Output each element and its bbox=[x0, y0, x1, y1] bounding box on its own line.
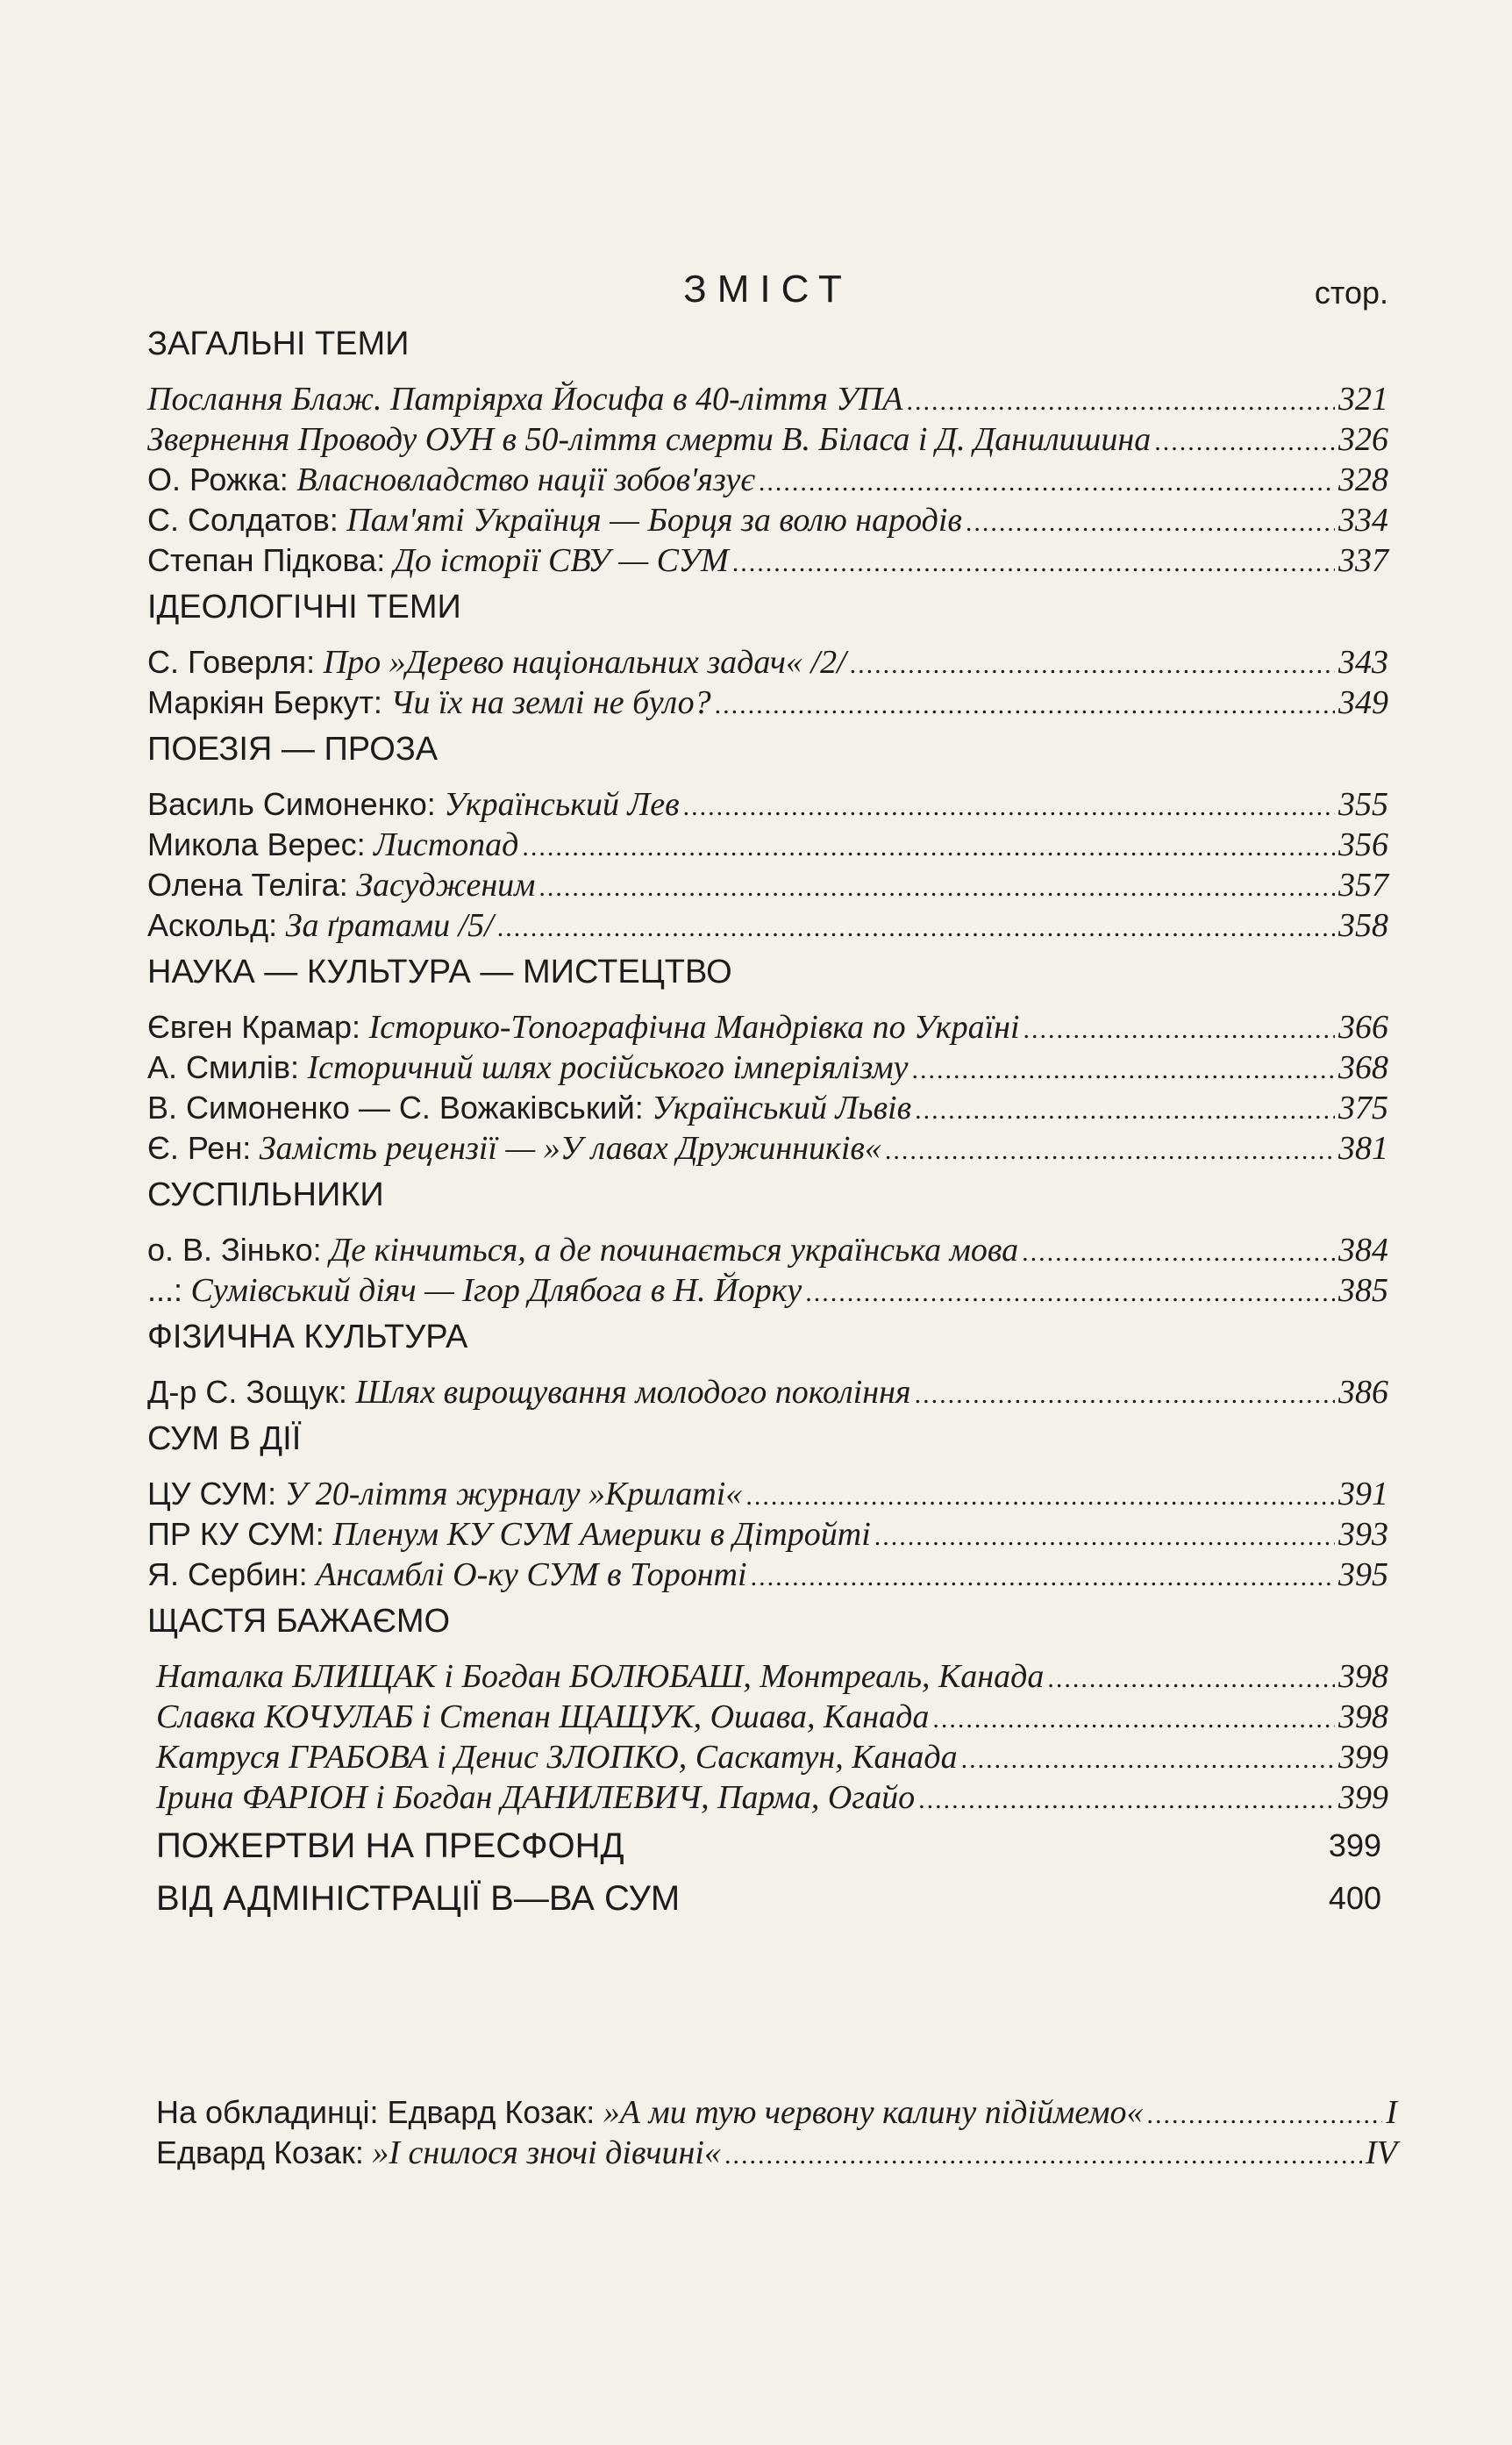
entry-author: А. Смилів: bbox=[147, 1049, 300, 1085]
dot-leader bbox=[912, 1050, 1336, 1090]
entry-page: 358 bbox=[1338, 907, 1388, 944]
entry-title: Де кінчиться, а де починається українська мова bbox=[330, 1232, 1019, 1269]
entry-page: 386 bbox=[1338, 1374, 1388, 1411]
toc-entry[interactable] bbox=[147, 905, 1388, 946]
toc-entry[interactable] bbox=[147, 460, 1388, 500]
entry-author: Маркіян Беркут: bbox=[147, 684, 382, 720]
entry-page: 368 bbox=[1338, 1049, 1388, 1086]
entry-author: Євген Крамар: bbox=[147, 1009, 361, 1045]
dot-leader bbox=[759, 462, 1335, 503]
entry-title: Ірина ФАРІОН і Богдан ДАНИЛЕВИЧ, Парма, Огайо bbox=[156, 1779, 916, 1816]
section-heading: ІДЕОЛОГІЧНІ ТЕМИ bbox=[147, 589, 461, 626]
toc-entry[interactable] bbox=[147, 1514, 1388, 1555]
toc-entry[interactable] bbox=[156, 1697, 1388, 1737]
toc-entry[interactable] bbox=[147, 1270, 1388, 1311]
entry-page: 334 bbox=[1338, 502, 1388, 539]
header-row bbox=[147, 268, 1388, 320]
toc-entry[interactable] bbox=[156, 1777, 1388, 1818]
entry-page: 355 bbox=[1338, 786, 1388, 823]
entry-page: 399 bbox=[1338, 1779, 1388, 1816]
toc-entry[interactable] bbox=[147, 683, 1388, 723]
entry-page: 393 bbox=[1338, 1516, 1388, 1553]
toc-entry[interactable] bbox=[147, 540, 1388, 581]
entry-author: Д-р С. Зощук: bbox=[147, 1374, 347, 1410]
entry-title: Пам'яті Українця — Борця за волю народів bbox=[346, 502, 962, 539]
toc-entry[interactable] bbox=[147, 1088, 1388, 1128]
entry-title: Славка КОЧУЛАБ і Степан ЩАЩУК, Ошава, Канада bbox=[156, 1698, 930, 1735]
entry-page: 391 bbox=[1338, 1476, 1388, 1512]
entry-page: 399 bbox=[1328, 1827, 1381, 1863]
entry-title: Власновладство нації зобов'язує bbox=[296, 461, 755, 498]
entry-title: Пленум КУ СУМ Америки в Дітройті bbox=[332, 1516, 871, 1553]
entry-title: Послання Блаж. Патріярха Йосифа в 40-ліття УПА bbox=[147, 381, 903, 418]
toc-entry[interactable] bbox=[147, 784, 1388, 825]
entry-author: ...: bbox=[147, 1272, 183, 1308]
toc-entry[interactable] bbox=[147, 1047, 1388, 1088]
section-heading: ЗАГАЛЬНІ ТЕМИ bbox=[147, 325, 410, 362]
entry-page: 385 bbox=[1338, 1272, 1388, 1309]
toc-entry[interactable] bbox=[147, 865, 1388, 905]
dot-leader bbox=[1047, 1659, 1335, 1699]
entry-author: Олена Теліга: bbox=[147, 867, 348, 903]
entry-page: 398 bbox=[1338, 1698, 1388, 1735]
entry-page: 343 bbox=[1338, 644, 1388, 681]
entry-page: 326 bbox=[1338, 421, 1388, 458]
entry-page: 366 bbox=[1338, 1009, 1388, 1046]
section-heading: ЩАСТЯ БАЖАЄМО bbox=[147, 1603, 451, 1640]
entry-author: Едвард Козак: bbox=[156, 2134, 364, 2170]
entry-page: 400 bbox=[1328, 1880, 1381, 1916]
section-heading: НАУКА — КУЛЬТУРА — МИСТЕЦТВО bbox=[147, 954, 732, 990]
entry-title: ВІД АДМІНІСТРАЦІЇ В—ВА СУМ bbox=[156, 1879, 681, 1918]
entry-title: До історії СВУ — СУМ bbox=[393, 542, 729, 579]
dot-leader bbox=[724, 2135, 1362, 2176]
entry-page: IV bbox=[1366, 2134, 1397, 2171]
dot-leader bbox=[683, 787, 1335, 827]
page-title: ЗМІСТ bbox=[683, 268, 852, 311]
toc-entry[interactable] bbox=[147, 642, 1388, 683]
entry-title: ПОЖЕРТВИ НА ПРЕСФОНД bbox=[156, 1827, 624, 1865]
entry-title: Засудженим bbox=[356, 867, 536, 904]
entry-author: ПР КУ СУМ: bbox=[147, 1516, 325, 1552]
toc-entry[interactable] bbox=[147, 1007, 1388, 1047]
entry-author: Микола Верес: bbox=[147, 826, 366, 862]
cover-notes bbox=[156, 2092, 1397, 2173]
entry-author: ЦУ СУМ: bbox=[147, 1476, 277, 1512]
entry-page: I bbox=[1386, 2094, 1397, 2131]
entry-page: 399 bbox=[1338, 1739, 1388, 1776]
entry-title: Наталка БЛИЩАК і Богдан БОЛЮБАШ, Монтреаль, Канада bbox=[156, 1658, 1045, 1695]
entry-title: Шлях вирощування молодого покоління bbox=[355, 1374, 911, 1411]
entry-author: Аскольд: bbox=[147, 907, 278, 943]
dot-leader bbox=[918, 1780, 1335, 1820]
toc-entry[interactable] bbox=[147, 825, 1388, 865]
dot-leader bbox=[915, 1090, 1335, 1131]
entry-title: Чи їх на землі не було? bbox=[390, 684, 711, 721]
section-heading: ПОЕЗІЯ — ПРОЗА bbox=[147, 731, 439, 768]
entry-page: 356 bbox=[1338, 826, 1388, 863]
dot-leader bbox=[874, 1517, 1335, 1557]
entry-page: 321 bbox=[1338, 381, 1388, 418]
entry-author: С. Солдатов: bbox=[147, 502, 339, 538]
entry-title: Замість рецензії — »У лавах Дружинників« bbox=[259, 1130, 881, 1167]
entry-title: Ансамблі О-ку СУМ в Торонті bbox=[316, 1556, 747, 1593]
dot-leader bbox=[497, 908, 1335, 948]
dot-leader bbox=[732, 543, 1335, 583]
entry-page: 349 bbox=[1338, 684, 1388, 721]
dot-leader bbox=[961, 1740, 1335, 1780]
entry-page: 357 bbox=[1338, 867, 1388, 904]
entry-author: О. Рожка: bbox=[147, 461, 289, 497]
entry-author: В. Симоненко — С. Вожаківський: bbox=[147, 1090, 644, 1126]
dot-leader bbox=[538, 868, 1335, 908]
entry-title: Сумівський діяч — Ігор Длябога в Н. Йорку bbox=[190, 1272, 802, 1309]
entry-title: Звернення Проводу ОУН в 50-ліття смерти В. Біласа і Д. Данилишина bbox=[147, 421, 1152, 458]
dot-leader bbox=[1023, 1010, 1335, 1050]
entry-title: Листопад bbox=[374, 826, 519, 863]
dot-leader bbox=[1022, 1233, 1335, 1273]
dot-leader bbox=[1154, 422, 1335, 462]
toc-entry[interactable] bbox=[156, 1656, 1388, 1697]
dot-leader bbox=[966, 503, 1335, 543]
entry-page: 337 bbox=[1338, 542, 1388, 579]
entry-title: »І снилося зночі дівчині« bbox=[372, 2134, 721, 2171]
entry-page: 375 bbox=[1338, 1090, 1388, 1126]
entry-title: За ґратами /5/ bbox=[285, 907, 494, 944]
section-heading: СУМ В ДІЇ bbox=[147, 1420, 302, 1457]
dot-leader bbox=[1147, 2095, 1383, 2135]
page-column-label: стор. bbox=[1314, 275, 1388, 311]
entry-author: На обкладинці: Едвард Козак: bbox=[156, 2094, 596, 2130]
toc-entry[interactable] bbox=[147, 1372, 1388, 1412]
section-heading: ФІЗИЧНА КУЛЬТУРА bbox=[147, 1319, 468, 1355]
dot-leader bbox=[907, 382, 1335, 422]
dot-leader bbox=[850, 645, 1335, 685]
wishes-list bbox=[156, 1656, 1388, 1818]
toc-entry[interactable] bbox=[156, 1737, 1388, 1777]
entry-title: Історико-Топографічна Мандрівка по Україні bbox=[368, 1009, 1020, 1046]
entry-page: 395 bbox=[1338, 1556, 1388, 1593]
toc-entry[interactable] bbox=[147, 419, 1388, 460]
toc-entry[interactable] bbox=[147, 1821, 1388, 1874]
entry-author: С. Говерля: bbox=[147, 644, 316, 680]
entry-author: Василь Симоненко: bbox=[147, 786, 436, 822]
entry-title: »А ми тую червону калину підіймемо« bbox=[603, 2094, 1144, 2131]
entry-title: Катруся ГРАБОВА і Денис ЗЛОПКО, Саскатун, Канада bbox=[156, 1739, 958, 1776]
entry-page: 398 bbox=[1338, 1658, 1388, 1695]
toc-entry[interactable] bbox=[147, 1128, 1388, 1169]
section-heading: СУСПІЛЬНИКИ bbox=[147, 1176, 384, 1213]
entry-page: 328 bbox=[1338, 461, 1388, 498]
entry-title: У 20-ліття журналу »Крилаті« bbox=[284, 1476, 743, 1512]
dot-leader bbox=[915, 1375, 1335, 1415]
toc-entry[interactable] bbox=[147, 1874, 1388, 1927]
dot-leader bbox=[745, 1476, 1335, 1517]
entry-author: Я. Сербин: bbox=[147, 1556, 308, 1592]
entry-title: Український Лев bbox=[444, 786, 680, 823]
entry-title: Історичний шлях російського імперіялізму bbox=[307, 1049, 909, 1086]
entry-page: 381 bbox=[1338, 1130, 1388, 1167]
dot-leader bbox=[715, 685, 1335, 726]
toc-entry[interactable] bbox=[147, 1230, 1388, 1270]
toc-entry[interactable] bbox=[147, 1474, 1388, 1514]
dot-leader bbox=[522, 827, 1335, 868]
dot-leader bbox=[932, 1699, 1335, 1740]
dot-leader bbox=[885, 1131, 1335, 1171]
toc-entry[interactable] bbox=[147, 500, 1388, 540]
entry-author: о. В. Зінько: bbox=[147, 1232, 322, 1268]
entry-author: Є. Рен: bbox=[147, 1130, 252, 1166]
toc-entry[interactable] bbox=[147, 379, 1388, 419]
entry-author: Степан Підкова: bbox=[147, 542, 386, 578]
table-of-contents bbox=[147, 318, 1388, 1927]
dot-leader bbox=[805, 1273, 1335, 1313]
entry-title: Про »Дерево національних задач« /2/ bbox=[323, 644, 846, 681]
dot-leader bbox=[751, 1557, 1335, 1598]
cover-note[interactable] bbox=[156, 2092, 1397, 2133]
cover-note[interactable] bbox=[156, 2133, 1397, 2173]
entry-page: 384 bbox=[1338, 1232, 1388, 1269]
toc-entry[interactable] bbox=[147, 1555, 1388, 1595]
entry-title: Український Львів bbox=[652, 1090, 912, 1126]
